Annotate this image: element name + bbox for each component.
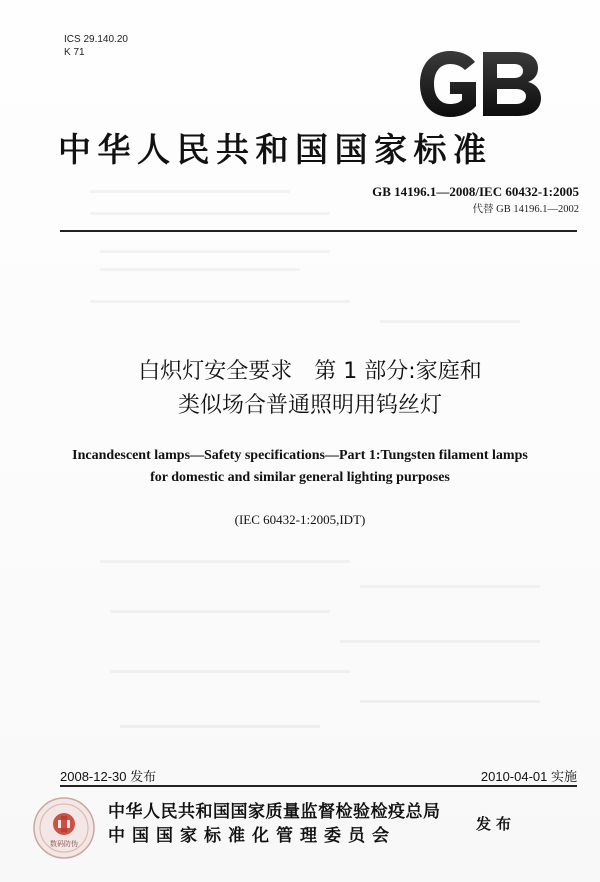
show-through-line: [100, 560, 350, 563]
ccs-code: K 71: [64, 47, 85, 58]
effective-date: 2010-04-01 实施: [480, 769, 577, 784]
show-through-line: [90, 212, 330, 215]
show-through-line: [110, 670, 350, 673]
equivalence-note: (IEC 60432-1:2005,IDT): [234, 512, 366, 527]
show-through-line: [90, 300, 350, 303]
show-through-line: [360, 700, 540, 703]
seal-label: 数码防伪: [50, 840, 78, 848]
title-english-line1: Incandescent lamps—Safety specifications—Part 1:Tungsten filament lamps: [72, 448, 528, 463]
issuing-authorities: [108, 800, 468, 848]
publish-date: 2008-12-30 发布: [60, 769, 157, 784]
issuer-line2: 中国国家标准化管理委员会: [108, 826, 396, 846]
footer-divider: [60, 785, 577, 787]
standard-type-heading: 中华人民共和国国家标准: [58, 130, 493, 169]
title-chinese-line2: 类似场合普通照明用钨丝灯: [177, 393, 442, 418]
title-chinese-line1: 白炽灯安全要求 第 1 部分:家庭和: [138, 359, 482, 384]
show-through-line: [340, 640, 540, 643]
ics-code: ICS 29.140.20: [64, 34, 128, 45]
title-chinese: [80, 355, 540, 423]
classification-codes: [64, 33, 128, 59]
anti-counterfeit-seal-icon: [32, 796, 96, 860]
show-through-line: [110, 610, 330, 613]
issue-word: 发布: [476, 815, 517, 833]
title-english-line2: for domestic and similar general lighting purposes: [150, 470, 450, 485]
show-through-line: [360, 585, 540, 588]
replaces-note: 代替 GB 14196.1—2002: [472, 204, 579, 215]
show-through-line: [100, 268, 300, 271]
standard-number: GB 14196.1—2008/IEC 60432-1:2005: [372, 184, 579, 199]
gb-logo: [417, 48, 543, 120]
header-divider: [60, 230, 577, 232]
show-through-line: [120, 725, 320, 728]
show-through-line: [90, 190, 290, 193]
show-through-line: [380, 320, 520, 323]
issuer-line1: 中华人民共和国国家质量监督检验检疫总局: [108, 802, 441, 822]
show-through-line: [100, 250, 330, 253]
title-english: [40, 445, 560, 489]
